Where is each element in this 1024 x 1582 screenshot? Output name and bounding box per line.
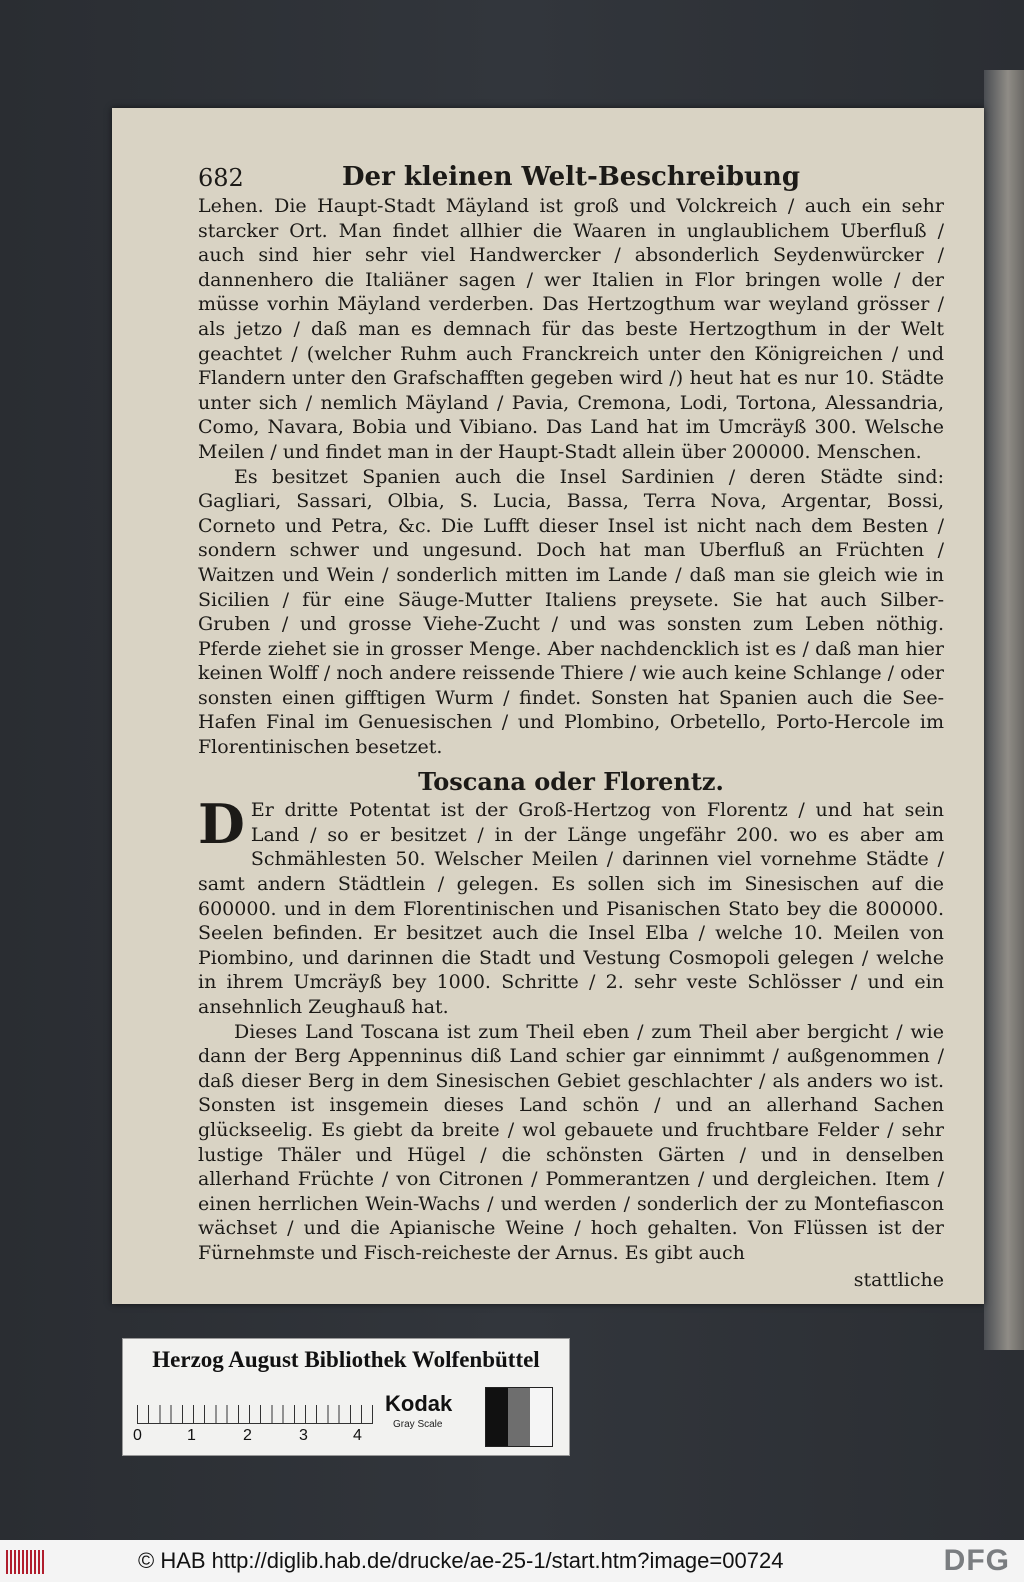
ruler-label: 1 xyxy=(187,1427,196,1444)
catchword: stattliche xyxy=(853,1268,944,1291)
adjacent-page-edge xyxy=(984,70,1024,1350)
library-name: Herzog August Bibliothek Wolfenbüttel xyxy=(152,1347,540,1372)
dfg-logo: DFG xyxy=(943,1544,1010,1577)
page-header xyxy=(198,160,944,196)
paragraph-toscana: Dieses Land Toscana ist zum Theil eben / zum Theil aber bergicht / wie dann der Berg Appenninus diß Land schier gar einnimmt / außgenommen / daß dieser Berg in dem Sinesischen Gebiet geschlachter / als anders wo ist. Sonsten ist insgemein dieses Land schön / und an allerhand Sachen glückseelig. Es giebt da breite / wol gebauete und fruchtbare Felder / sehr lustige Thäler und Hügel / die schönsten Gärten / und in denselben allerhand Früchte / von Citronen / Pommerantzen / und dergleichen. Item / einen herrlichen Wein-Wachs / und werden / sonderlich der zu Montefiascon wächset / und die Apianische Weine / hoch gehalten. Von Flüssen ist der Fürnehmste und Fisch-reicheste der Arnus. Es gibt auch xyxy=(198,1020,944,1264)
paragraph-milan: Lehen. Die Haupt-Stadt Mäyland ist groß und Volckreich / auch ein sehr starcker Ort. Man findet allhier die Waaren in unglaublichem Uberfluß / auch sind hier sehr viel Handwercker / absonderlich Seydenwürcker / dannenhero die Italiäner sagen / wer Italien in Flor bringen wolle / der müsse vorhin Mäyland verderben. Das Hertzogthum war weyland grösser / als jetzo / daß man es demnach für das beste Hertzogthum in der Welt geachtet / (welcher Ruhm auch Franckreich unter den Königreichen / und Flandern unter den Grafschafften gegeben wird /) heut hat es nur 10. Städte unter sich / nemlich Mäyland / Pavia, Cremona, Lodi, Tortona, Alessandria, Como, Navara, Bobia und Vibiano. Das Land hat im Umcräyß 300. Welsche Meilen / und findet man in der Haupt-Stadt allein über 200000. Menschen. xyxy=(198,195,944,463)
book-page xyxy=(112,108,984,1304)
ruler-label: 0 xyxy=(133,1427,142,1444)
drop-cap: D xyxy=(198,792,245,857)
section-heading: Toscana oder Florentz. xyxy=(418,766,724,796)
swatch-gray xyxy=(508,1388,530,1446)
page-number: 682 xyxy=(198,164,244,192)
page-body xyxy=(198,194,944,1292)
kodak-logo: Kodak xyxy=(385,1391,453,1416)
paragraph-sardinia: Es besitzet Spanien auch die Insel Sardinien / deren Städte sind: Gagliari, Sassari, Olbia, S. Lucia, Bassa, Terra Nova, Argentar, Bossi, Corneto und Petra, &c. Die Lufft dieser Insel ist nicht nach dem Besten / sondern schwer und ungesund. Doch hat man Uberfluß an Früchten / Waitzen und Wein / sonderlich mitten im Lande / daß man sie gleich wie in Sicilien / für eine Säuge-Mutter Italiens preysete. Sie hat auch Silber-Gruben / und grosse Viehe-Zucht / und was sonsten zum Leben nöthig. Pferde ziehet sie in grosser Menge. Aber nachdencklich ist es / daß man hier keinen Wolff / noch andere reissende Thiere / wie auch keine Schlange / oder sonsten einen gifftigen Wurm / findet. Sonsten hat Spanien auch die See-Hafen Final im Genuesischen / und Plombino, Orbetello, Porto-Hercole im Florentinischen besetzet. xyxy=(198,465,944,759)
copyright-link[interactable]: © HAB http://diglib.hab.de/drucke/ae-25-1/start.htm?image=00724 xyxy=(138,1548,784,1573)
swatch-white xyxy=(530,1388,552,1446)
paragraph-florence xyxy=(198,792,944,1019)
paragraph-florence-text: Er dritte Potentat ist der Groß-Hertzog von Florentz / und hat sein Land / so er besitzet / in der Länge ungefähr 200. wo es aber am Schmählesten 50. Welscher Meilen / darinnen viel vornehme Städte / samt andern Städtlein / gelegen. Es sollen sich im Sinesischen auf die 600000. und in dem Florentinischen und Pisanischen Stato bey die 800000. Seelen befinden. Er besitzet auch die Insel Elba / welche 10. Meilen von Piombino, und darinnen die Stadt und Vestung Cosmopoli gelegen / welche in ihrem Umcräyß bey 1000. Schritte / 2. sehr veste Schlösser / und ein ansehnlich Zeughauß hat. xyxy=(198,799,944,1018)
running-title: Der kleinen Welt-Beschreibung xyxy=(341,162,801,192)
ruler-label: 2 xyxy=(243,1427,252,1444)
swatch-black xyxy=(486,1388,508,1446)
gray-scale-label: Gray Scale xyxy=(393,1419,443,1430)
gray-swatches xyxy=(485,1387,553,1447)
footer-bar xyxy=(0,1540,1024,1582)
barcode-icon xyxy=(6,1550,46,1574)
ruler-label: 3 xyxy=(299,1427,308,1444)
scale-ruler xyxy=(137,1387,373,1424)
ruler-label: 4 xyxy=(353,1427,362,1444)
color-target-card xyxy=(122,1338,570,1456)
